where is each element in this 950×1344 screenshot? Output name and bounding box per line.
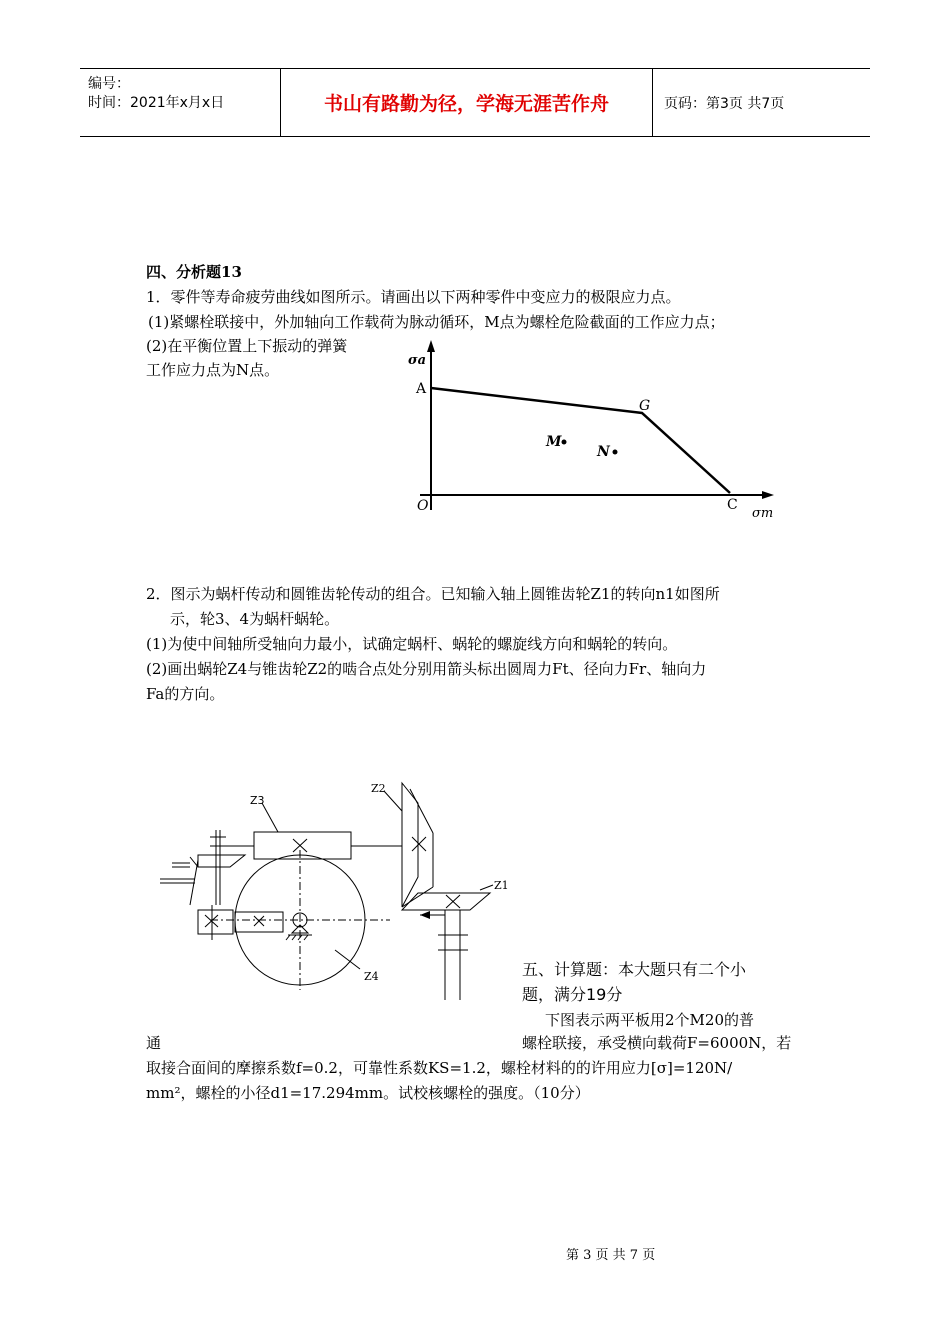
x-axis-arrow	[762, 491, 774, 499]
left-bevel-gear	[198, 855, 245, 867]
section5-text-line2: 螺栓联接，承受横向载荷F=6000N，若	[522, 1034, 792, 1052]
header-meta	[80, 69, 281, 136]
left-worm-block	[198, 910, 233, 934]
z4-label: Z4	[364, 970, 379, 983]
point-g-label: G	[639, 398, 651, 414]
section5-title-line1: 五、计算题：本大题只有二个小	[522, 960, 747, 979]
fatigue-diagram	[400, 338, 790, 523]
header-page-info: 页码：第3页 共7页	[664, 95, 785, 112]
page-header	[80, 68, 870, 137]
y-axis-arrow	[427, 340, 435, 352]
section5-text-line3: 取接合面间的摩擦系数f=0.2，可靠性系数KS=1.2，螺栓材料的的许用应力[σ]=120N/	[146, 1059, 733, 1077]
z1-label: Z1	[494, 879, 509, 892]
z2-leader	[384, 791, 402, 811]
gear-train-diagram	[150, 775, 530, 1010]
point-a-label: A	[416, 381, 427, 397]
time-label: 时间：2021年x月x日	[88, 95, 225, 111]
q2-line2: 示，轮3、4为蜗杆蜗轮。	[170, 610, 340, 628]
section5-text-left: 通	[146, 1034, 162, 1052]
z2-label: Z2	[371, 782, 386, 795]
q2-item1: (1)为使中间轴所受轴向力最小，试确定蜗杆、蜗轮的螺旋线方向和蜗轮的转向。	[146, 635, 678, 653]
point-n-label: N	[597, 444, 610, 460]
z1-leader	[480, 885, 493, 890]
origin-label: O	[417, 498, 429, 514]
z3-label: Z3	[250, 794, 265, 807]
q1-intro: 1．零件等寿命疲劳曲线如图所示。请画出以下两种零件中变应力的极限应力点。	[146, 288, 681, 306]
section5-title-line2: 题，满分19分	[522, 985, 623, 1004]
fatigue-limit-line	[431, 388, 730, 493]
q2-item2-line1: (2)画出蜗轮Z4与锥齿轮Z2的啮合点处分别用箭头标出圆周力Ft、径向力Fr、轴向力	[146, 660, 707, 678]
q1-item1: (1)紧螺栓联接中，外加轴向工作载荷为脉动循环，M点为螺栓危险截面的工作应力点；	[148, 313, 725, 331]
q2-line1: 2．图示为蜗杆传动和圆锥齿轮传动的组合。已知输入轴上圆锥齿轮Z1的转向n1如图所	[146, 585, 720, 603]
section4-title: 四、分析题13	[146, 263, 242, 281]
left-worm-body	[235, 912, 283, 932]
y-axis-label: σa	[408, 353, 427, 368]
x-axis-label: σm	[752, 506, 774, 521]
q2-item2-line2: Fa的方向。	[146, 685, 225, 703]
number-label: 编号：	[88, 76, 130, 92]
point-n-marker	[613, 450, 618, 455]
q1-item2-line1: (2)在平衡位置上下振动的弹簧	[146, 337, 348, 355]
point-c-label: C	[727, 497, 738, 513]
point-m-label: M	[546, 434, 562, 450]
point-m-marker	[562, 440, 567, 445]
n1-direction-arrow	[420, 911, 430, 919]
section5-text-line4: mm²，螺栓的小径d1=17.294mm。试校核螺栓的强度。（10分）	[146, 1084, 590, 1102]
q1-item2-line2: 工作应力点为N点。	[146, 361, 280, 379]
z3-leader	[262, 803, 278, 832]
section5-text-line1: 下图表示两平板用2个M20的普	[545, 1011, 754, 1029]
bevel-gear-z2	[402, 783, 418, 907]
page-footer: 第 3 页 共 7 页	[566, 1248, 656, 1263]
header-motto: 书山有路勤为径，学海无涯苦作舟	[281, 69, 653, 136]
